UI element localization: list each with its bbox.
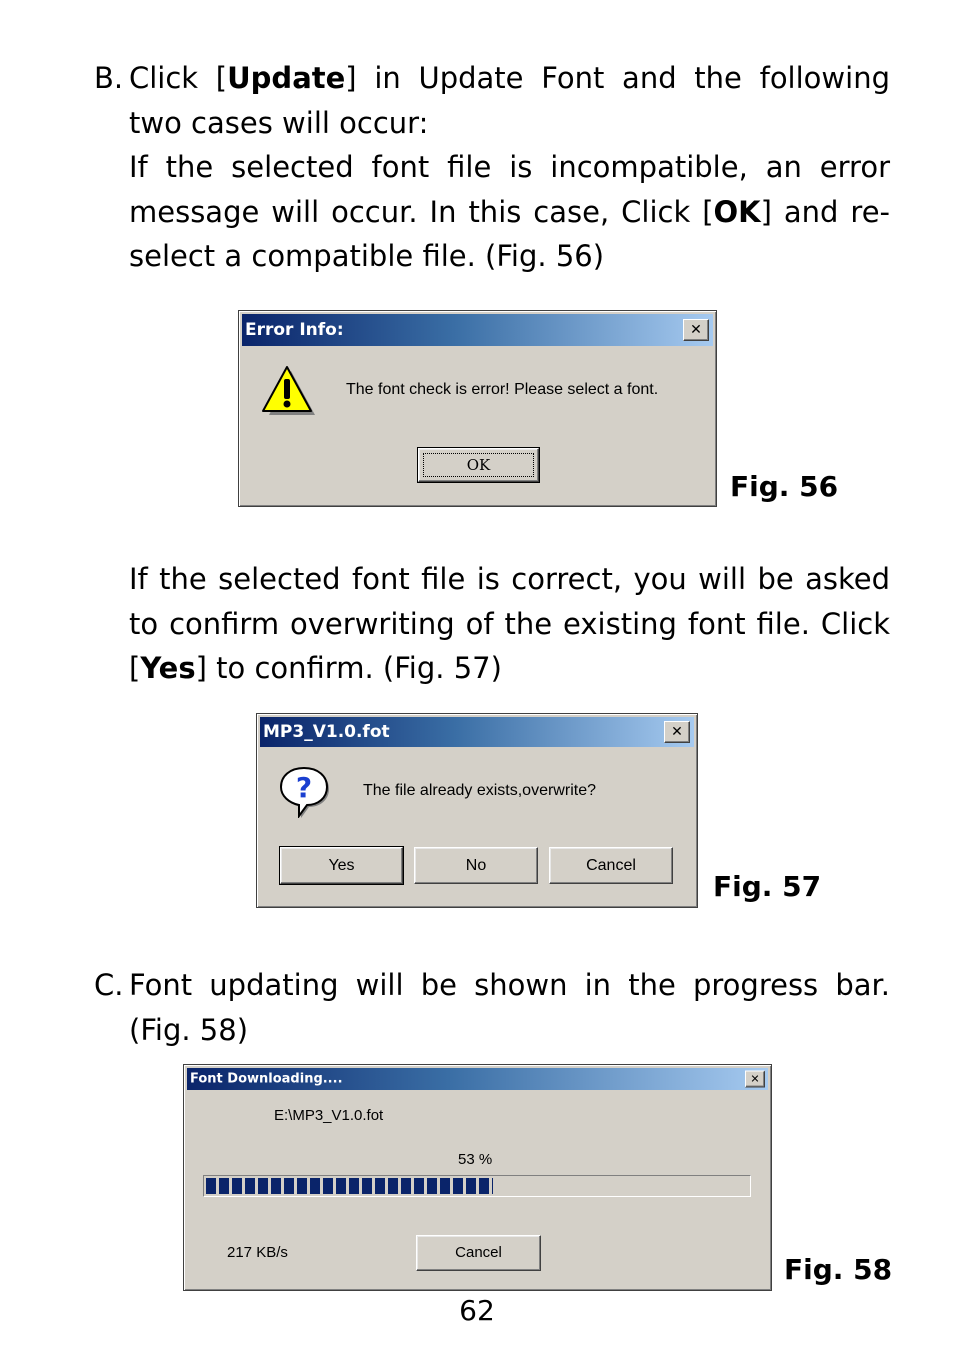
dialog-title: Error Info: [245,320,344,340]
update-keyword: Update [227,61,346,95]
warning-icon [261,365,317,417]
yes-keyword: Yes [140,651,196,685]
overwrite-dialog [256,713,698,908]
text-span: If the selected font file is incompatible, an error message will occur. In this case, Click [ [129,150,890,229]
close-button[interactable]: ✕ [683,319,709,341]
progress-bar [203,1175,751,1197]
font-downloading-dialog [183,1064,772,1291]
cancel-button[interactable]: Cancel [416,1235,541,1271]
dialog-title: Font Downloading.... [190,1071,343,1087]
fig-56-label: Fig. 56 [730,470,839,503]
yes-button[interactable]: Yes [280,847,403,884]
dialog-titlebar[interactable] [260,717,694,747]
paragraph: Font updating will be shown in the progress bar. (Fig. 58) [129,968,890,1047]
dialog-title: MP3_V1.0.fot [263,722,390,742]
error-message: The font check is error! Please select a font. [346,381,659,398]
section-b-paragraph-1 [129,56,890,145]
progress-fill [206,1178,493,1194]
percent-label: 53 % [458,1151,493,1168]
paragraph [129,557,890,691]
section-c-text [129,963,890,1052]
section-b-paragraph-2 [129,145,890,279]
section-b-text [129,56,890,279]
close-button[interactable]: ✕ [745,1071,765,1088]
fig-57-label: Fig. 57 [713,870,822,903]
ok-keyword: OK [713,194,761,229]
section-b-confirm-text [129,557,890,691]
focus-ring [423,453,534,477]
svg-text:?: ? [295,771,313,804]
fig-58-label: Fig. 58 [784,1253,893,1286]
text-span: Click [ [129,61,228,95]
file-path-label: E:\MP3_V1.0.fot [274,1107,384,1124]
question-icon [277,764,331,818]
speed-label: 217 KB/s [227,1244,288,1261]
overwrite-message: The file already exists,overwrite? [363,782,596,799]
text-span: ] in Update Font and the following two cases will occur: [129,61,890,140]
ok-button-label: OK [466,456,491,474]
list-marker-c: C. [94,968,124,1002]
ok-button[interactable] [418,448,539,482]
page-number: 62 [459,1294,495,1327]
cancel-button[interactable]: Cancel [549,847,673,884]
text-span: ] and re-select a compatible file. (Fig. 56) [129,194,891,273]
text-span: If the selected font file is correct, you will be asked to confirm overwriting of the existing font file. Click [ [129,562,890,685]
dialog-titlebar[interactable] [187,1068,768,1090]
error-info-dialog [238,310,717,507]
text-span: ] to confirm. (Fig. 57) [195,651,502,685]
no-button[interactable]: No [414,847,538,884]
list-marker-b: B. [94,61,124,95]
dialog-titlebar[interactable] [242,314,713,346]
close-button[interactable]: ✕ [664,721,690,743]
